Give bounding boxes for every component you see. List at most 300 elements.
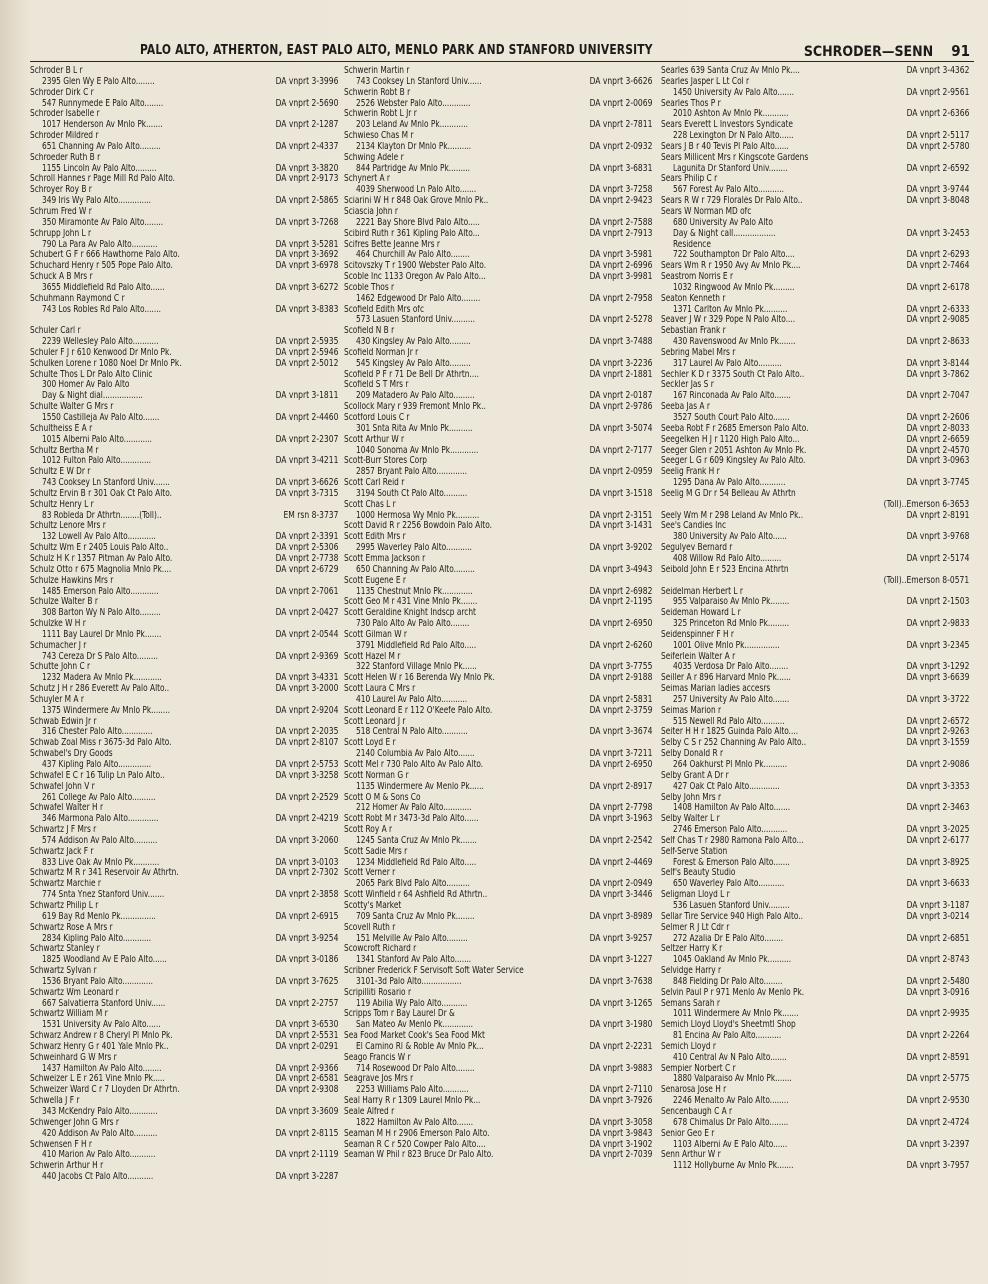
listing-text: Scott Hazel M r xyxy=(344,651,401,662)
listing-text: Schroder Isabelle r xyxy=(30,109,100,120)
phone-number xyxy=(898,662,969,673)
phone-number xyxy=(267,348,338,359)
listing-line xyxy=(344,359,654,370)
phone-number-text: DA vnprt 2-7811 xyxy=(589,120,652,131)
phone-number-text: DA vnprt 2-7061 xyxy=(275,586,338,597)
listing-text: Schultz Wm E r 2405 Louis Palo Alto.. xyxy=(30,543,169,554)
page-number: 91 xyxy=(951,42,970,60)
listing-text: Sciarini W H r 848 Oak Grove Mnlo Pk.. xyxy=(344,196,489,207)
listing-text: Scott Verner r xyxy=(344,868,396,879)
listing-text: 1111 Bay Laurel Dr Mnlo Pk....... xyxy=(42,629,162,640)
phone-number-text: DA vnprt 3-4943 xyxy=(589,564,652,575)
listing-text: Seideman Howard L r xyxy=(661,608,741,619)
listing-text: 167 Rinconada Av Palo Alto....... xyxy=(673,391,791,402)
phone-number-text: DA vnprt 3-2287 xyxy=(275,1172,338,1183)
listing-line xyxy=(344,218,654,229)
listing-line xyxy=(661,1042,971,1053)
phone-number-text: DA vnprt 3-0214 xyxy=(906,911,969,922)
listing-text: Scifres Bette Jeanne Mrs r xyxy=(344,239,440,250)
phone-number-text: DA vnprt 2-7464 xyxy=(906,261,969,272)
listing-line xyxy=(30,1042,340,1053)
listing-line xyxy=(30,695,340,706)
listing-line xyxy=(30,771,340,782)
listing-line xyxy=(30,446,340,457)
listing-line xyxy=(344,977,654,988)
listing-text: Seimas Marion r xyxy=(661,705,722,716)
listing-text: 518 Central N Palo Alto........... xyxy=(356,727,468,738)
listing-line xyxy=(661,814,971,825)
phone-number xyxy=(267,77,338,88)
phone-number xyxy=(581,359,652,370)
listing-line xyxy=(344,1107,654,1118)
phone-number-text: DA vnprt 2-0932 xyxy=(589,141,652,152)
listing-text: Scofield N B r xyxy=(344,326,395,337)
listing-text: Schwerin Robt B r xyxy=(344,87,411,98)
listing-text: Scott Eugene E r xyxy=(344,575,406,586)
phone-number-text: DA vnprt 3-5281 xyxy=(275,239,338,250)
listing-line xyxy=(661,326,971,337)
listing-line xyxy=(344,879,654,890)
phone-number-text: DA vnprt 3-0103 xyxy=(275,857,338,868)
listing-line xyxy=(30,554,340,565)
listing-text: Searles Jasper L Lt Col r xyxy=(661,76,750,87)
phone-number xyxy=(581,218,652,229)
listing-line xyxy=(344,99,654,110)
listing-text: Scott O M & Sons Co xyxy=(344,792,421,803)
listing-line xyxy=(661,988,971,999)
listing-line xyxy=(30,489,340,500)
listing-line xyxy=(344,370,654,381)
listing-text: Seimas Marian ladies accesrs xyxy=(661,684,771,695)
listing-text: Seaman M H r 2906 Emerson Palo Alto. xyxy=(344,1128,490,1139)
listing-text: 2395 Glen Wy E Palo Alto........ xyxy=(42,76,155,87)
listing-line xyxy=(30,652,340,663)
listing-line xyxy=(661,207,971,218)
phone-number xyxy=(898,446,969,457)
listing-text: Scott Chas L r xyxy=(344,499,396,510)
listing-text: 667 Salvatierra Stanford Univ...... xyxy=(42,998,166,1009)
phone-number-text: DA vnprt 3-9981 xyxy=(589,272,652,283)
listing-text: 1371 Carlton Av Mnlo Pk.......... xyxy=(673,304,788,315)
listing-line xyxy=(344,944,654,955)
phone-number-text: DA vnprt 2-4460 xyxy=(275,413,338,423)
listing-line xyxy=(661,662,971,673)
phone-number xyxy=(898,988,969,999)
listing-text: Schutz J H r 286 Everett Av Palo Alto.. xyxy=(30,684,170,695)
listing-text: 301 Snta Rita Av Mnlo Pk.......... xyxy=(356,423,473,434)
listing-text: 2995 Waverley Palo Alto........... xyxy=(356,543,472,554)
listing-line xyxy=(30,240,340,251)
phone-number xyxy=(581,641,652,652)
phone-number-text: DA vnprt 2-5480 xyxy=(906,976,969,987)
phone-number-text: DA vnprt 2-6572 xyxy=(906,716,969,727)
listing-text: Schwartz Wm Leonard r xyxy=(30,987,119,998)
phone-number xyxy=(581,467,652,478)
phone-number xyxy=(898,283,969,294)
listing-line xyxy=(661,532,971,543)
listing-text: Schrupp John L r xyxy=(30,228,92,239)
listing-line xyxy=(30,131,340,142)
listing-text: Sciascia John r xyxy=(344,206,398,217)
listing-text: Scott Geo M r 431 Vine Mnlo Pk....... xyxy=(344,597,478,608)
listing-line xyxy=(661,391,971,402)
phone-number-text: DA vnprt 2-0069 xyxy=(589,98,652,109)
phone-number-text: DA vnprt 2-1119 xyxy=(275,1150,338,1161)
listing-line xyxy=(344,1020,654,1031)
listing-text: Scott Arthur W r xyxy=(344,434,405,445)
phone-number xyxy=(581,662,652,673)
listing-text: Sechler K D r 3375 South Ct Palo Alto.. xyxy=(661,369,805,380)
phone-number xyxy=(581,1042,652,1053)
listing-text: 1375 Windermere Av Mnlo Pk........ xyxy=(42,705,170,716)
listing-text: Scott Geraldine Knight Indscp archt xyxy=(344,608,476,619)
listing-text: 651 Channing Av Palo Alto......... xyxy=(42,141,161,152)
phone-number xyxy=(898,1140,969,1151)
listing-text: Seegelken H J r 1120 High Palo Alto... xyxy=(661,434,800,445)
listing-line xyxy=(344,164,654,175)
listing-line xyxy=(30,847,340,858)
listing-text: 844 Partridge Av Mnlo Pk......... xyxy=(356,163,471,174)
listing-text: 1012 Fulton Palo Alto............. xyxy=(42,456,152,467)
listing-line xyxy=(344,391,654,402)
listing-line xyxy=(661,294,971,305)
listing-line xyxy=(344,315,654,326)
listing-line xyxy=(344,684,654,695)
phone-number-text: DA vnprt 2-8743 xyxy=(906,955,969,966)
listing-text: Schroder Dirk C r xyxy=(30,87,94,98)
listing-text: Schulz H K r 1357 Pitman Av Palo Alto. xyxy=(30,553,173,564)
phone-number-text: DA vnprt 2-5753 xyxy=(275,760,338,770)
listing-column-1 xyxy=(30,66,340,1183)
phone-number xyxy=(581,836,652,847)
listing-line xyxy=(30,207,340,218)
phone-number xyxy=(267,532,338,543)
listing-line xyxy=(344,771,654,782)
listing-text: Scott Leonard J r xyxy=(344,716,406,727)
listing-column-2 xyxy=(344,66,654,1161)
listing-line xyxy=(30,988,340,999)
listing-line xyxy=(30,879,340,890)
listing-line xyxy=(344,901,654,912)
phone-number xyxy=(276,511,338,522)
listing-text: Self's Beauty Studio xyxy=(661,868,736,879)
phone-number xyxy=(267,934,338,945)
phone-number-text: DA vnprt 3-7638 xyxy=(589,976,652,987)
listing-line xyxy=(344,380,654,391)
phone-number-text: DA vnprt 2-6915 xyxy=(275,911,338,922)
listing-line xyxy=(661,1064,971,1075)
phone-number xyxy=(581,1020,652,1031)
listing-line xyxy=(30,717,340,728)
phone-number xyxy=(267,218,338,229)
listing-text: Selby Grant A Dr r xyxy=(661,770,729,781)
listing-line xyxy=(30,868,340,879)
listing-line xyxy=(661,77,971,88)
listing-line xyxy=(344,738,654,749)
listing-line xyxy=(30,912,340,923)
phone-number xyxy=(267,413,338,424)
phone-number-text: DA vnprt 2-2542 xyxy=(589,835,652,846)
phone-number xyxy=(581,77,652,88)
listing-text: Day & Night dial................. xyxy=(42,391,143,402)
listing-line xyxy=(661,250,971,261)
listing-text: Scripps Tom r Bay Laurel Dr & xyxy=(344,1009,455,1020)
listing-text: Schwenger John G Mrs r xyxy=(30,1117,119,1128)
phone-number xyxy=(267,630,338,641)
listing-line xyxy=(661,142,971,153)
listing-line xyxy=(661,597,971,608)
listing-line xyxy=(344,782,654,793)
listing-text: Seal Harry R r 1309 Laurel Mnlo Pk... xyxy=(344,1096,481,1107)
phone-number-text: DA vnprt 2-5865 xyxy=(275,196,338,207)
phone-number-text: DA vnprt 2-9173 xyxy=(275,174,338,185)
phone-number xyxy=(581,229,652,240)
phone-number xyxy=(898,261,969,272)
listing-text: Scott Helen W r 16 Berenda Wy Mnlo Pk. xyxy=(344,673,495,684)
listing-text: Selvin Paul P r 971 Menlo Av Menlo Pk. xyxy=(661,987,805,998)
listing-text: Scotford Louis C r xyxy=(344,413,410,423)
phone-number xyxy=(898,912,969,923)
listing-text: 408 Willow Rd Palo Alto......... xyxy=(673,553,782,564)
listing-text: 4035 Verdosa Dr Palo Alto........ xyxy=(673,662,789,673)
listing-line xyxy=(344,1129,654,1140)
listing-text: 300 Homer Av Palo Alto xyxy=(42,380,130,391)
phone-number-text: DA vnprt 3-5074 xyxy=(589,423,652,434)
phone-number xyxy=(898,391,969,402)
phone-number xyxy=(267,890,338,901)
phone-number-text: DA vnprt 3-1559 xyxy=(906,738,969,749)
listing-line xyxy=(344,554,654,565)
phone-number xyxy=(898,1118,969,1129)
listing-text: Schubert G F r 666 Hawthorne Palo Alto. xyxy=(30,250,180,261)
listing-text: Schwerin Arthur H r xyxy=(30,1161,104,1172)
listing-text: 1232 Madera Av Mnlo Pk............ xyxy=(42,673,162,684)
phone-number-text: DA vnprt 2-3391 xyxy=(275,532,338,543)
phone-number-text: DA vnprt 2-9366 xyxy=(275,1063,338,1074)
phone-number xyxy=(581,294,652,305)
listing-text: Seeger Glen r 2051 Ashton Av Mnlo Pk. xyxy=(661,445,807,456)
listing-line xyxy=(30,825,340,836)
listing-line xyxy=(344,283,654,294)
listing-line xyxy=(30,500,340,511)
listing-text: 349 Iris Wy Palo Alto.............. xyxy=(42,196,152,207)
listing-line xyxy=(30,521,340,532)
phone-number-text: DA vnprt 3-1187 xyxy=(906,900,969,911)
listing-text: 1234 Middlefield Rd Palo Alto..... xyxy=(356,857,477,868)
listing-text: 264 Oakhurst Pl Mnlo Pk.......... xyxy=(673,760,788,770)
phone-number-text: DA vnprt 3-1963 xyxy=(589,814,652,825)
phone-number-text: DA vnprt 2-1287 xyxy=(275,120,338,131)
phone-number xyxy=(581,446,652,457)
listing-text: Schweizer Ward C r 7 Lloyden Dr Athrtn. xyxy=(30,1085,180,1096)
listing-text: Schulze Hawkins Mrs r xyxy=(30,575,114,586)
phone-number xyxy=(267,999,338,1010)
listing-text: 261 College Av Palo Alto.......... xyxy=(42,792,156,803)
listing-text: Schultz Lenore Mrs r xyxy=(30,521,106,532)
listing-text: See's Candies Inc xyxy=(661,521,727,532)
listing-line xyxy=(30,662,340,673)
phone-number-text: DA vnprt 2-5278 xyxy=(589,315,652,326)
phone-number-text: DA vnprt 3-7957 xyxy=(906,1161,969,1172)
phone-number xyxy=(898,305,969,316)
listing-line xyxy=(344,185,654,196)
listing-line xyxy=(344,955,654,966)
phone-number xyxy=(581,858,652,869)
phone-number-text: DA vnprt 3-7862 xyxy=(906,369,969,380)
listing-line xyxy=(30,1085,340,1096)
phone-number xyxy=(898,955,969,966)
phone-number-text: DA vnprt 2-5012 xyxy=(275,358,338,369)
listing-text: Seckler Jas S r xyxy=(661,380,714,391)
phone-number xyxy=(267,760,338,771)
listing-line xyxy=(661,109,971,120)
listing-line xyxy=(661,966,971,977)
listing-text: 515 Newell Rd Palo Alto.......... xyxy=(673,716,785,727)
listing-column-3 xyxy=(661,66,971,1172)
phone-number xyxy=(267,359,338,370)
listing-text: Schwab Edwin Jr r xyxy=(30,716,97,727)
phone-number xyxy=(267,1150,338,1161)
listing-line xyxy=(344,521,654,532)
listing-line xyxy=(30,706,340,717)
listing-line xyxy=(661,478,971,489)
header-locality: PALO ALTO, ATHERTON, EAST PALO ALTO, MENLO PARK AND STANFORD UNIVERSITY xyxy=(140,42,653,58)
phone-number xyxy=(267,1020,338,1031)
phone-number-text: DA vnprt 2-9530 xyxy=(906,1096,969,1107)
phone-number-text: DA vnprt 2-9423 xyxy=(589,196,652,207)
listing-line xyxy=(661,652,971,663)
listing-line xyxy=(30,999,340,1010)
listing-text: Schutte John C r xyxy=(30,662,91,673)
phone-number-text: DA vnprt 3-7625 xyxy=(275,976,338,987)
listing-line xyxy=(30,814,340,825)
listing-text: Scott Mel r 730 Palo Alto Av Palo Alto. xyxy=(344,760,484,770)
phone-number-text: DA vnprt 2-1503 xyxy=(906,597,969,608)
listing-line xyxy=(30,272,340,283)
phone-number-text: DA vnprt 3-1292 xyxy=(906,662,969,673)
listing-line xyxy=(661,305,971,316)
phone-number-text: DA vnprt 2-8191 xyxy=(906,510,969,521)
listing-text: 1825 Woodland Av E Palo Alto...... xyxy=(42,955,167,966)
phone-number xyxy=(267,738,338,749)
listing-text: Scofield Norman Jr r xyxy=(344,347,419,358)
listing-text: 427 Oak Ct Palo Alto............. xyxy=(673,781,780,792)
listing-text: 2834 Kipling Palo Alto............ xyxy=(42,933,152,944)
listing-text: 3101-3d Palo Alto................. xyxy=(356,976,462,987)
listing-line xyxy=(661,912,971,923)
phone-number-text: DA vnprt 2-6851 xyxy=(906,933,969,944)
listing-line xyxy=(661,934,971,945)
phone-number-text: DA vnprt 2-8591 xyxy=(906,1052,969,1063)
listing-line xyxy=(661,413,971,424)
listing-text: Schwartz J F Mrs r xyxy=(30,825,97,836)
phone-number xyxy=(267,912,338,923)
phone-number xyxy=(898,1074,969,1085)
listing-line xyxy=(344,999,654,1010)
listing-text: Selmer R J Lt Cdr r xyxy=(661,922,730,933)
header-rule xyxy=(30,61,974,62)
listing-line xyxy=(30,858,340,869)
phone-number xyxy=(267,164,338,175)
listing-line xyxy=(30,435,340,446)
phone-number-text: DA vnprt 3-6626 xyxy=(275,478,338,489)
listing-text: Scoble Thos r xyxy=(344,282,395,293)
listing-line xyxy=(30,532,340,543)
listing-text: 430 Kingsley Av Palo Alto......... xyxy=(356,337,471,348)
listing-text: Seeba Robt F r 2685 Emerson Palo Alto. xyxy=(661,423,809,434)
phone-number xyxy=(898,836,969,847)
phone-number xyxy=(581,1085,652,1096)
listing-line xyxy=(344,727,654,738)
phone-number-text: DA vnprt 3-9883 xyxy=(589,1063,652,1074)
listing-line xyxy=(661,88,971,99)
listing-text: 1880 Valparaiso Av Mnlo Pk....... xyxy=(673,1074,792,1085)
phone-number-text: DA vnprt 3-4331 xyxy=(275,673,338,684)
listing-line xyxy=(661,218,971,229)
phone-number xyxy=(898,803,969,814)
listing-text: 257 University Av Palo Alto....... xyxy=(673,694,790,705)
listing-text: 317 Laurel Av Palo Alto.......... xyxy=(673,358,782,369)
phone-number xyxy=(581,370,652,381)
listing-line xyxy=(30,391,340,402)
listing-line xyxy=(661,565,971,576)
phone-number xyxy=(267,706,338,717)
phone-number-text: DA vnprt 2-0427 xyxy=(275,608,338,619)
listing-text: Seago Francis W r xyxy=(344,1052,411,1063)
phone-number-text: DA vnprt 2-7913 xyxy=(589,228,652,239)
listing-line xyxy=(661,1129,971,1140)
listing-line xyxy=(30,315,340,326)
listing-text: Sears Philip C r xyxy=(661,174,718,185)
listing-line xyxy=(661,641,971,652)
listing-text: Scott Loyd E r xyxy=(344,738,396,749)
listing-line xyxy=(344,478,654,489)
listing-line xyxy=(30,511,340,522)
listing-line xyxy=(661,521,971,532)
phone-number-text: DA vnprt 2-9263 xyxy=(906,727,969,738)
listing-line xyxy=(344,207,654,218)
phone-number xyxy=(581,196,652,207)
listing-text: Schweizer L E r 261 Vine Mnlo Pk..... xyxy=(30,1074,165,1085)
listing-text: 3791 Middlefield Rd Palo Alto..... xyxy=(356,640,477,651)
phone-number xyxy=(581,543,652,554)
phone-number-text: DA vnprt 2-5531 xyxy=(275,1031,338,1042)
phone-number-text: DA vnprt 2-7958 xyxy=(589,293,652,304)
listing-line xyxy=(344,153,654,164)
phone-number xyxy=(898,695,969,706)
listing-text: Seagrave Jos Mrs r xyxy=(344,1074,414,1085)
listing-line xyxy=(30,619,340,630)
listing-text: Scowcroft Richard r xyxy=(344,944,417,955)
listing-text: Selby Donald R r xyxy=(661,749,724,760)
listing-line xyxy=(344,619,654,630)
phone-number-text: DA vnprt 2-6178 xyxy=(906,282,969,293)
phone-number xyxy=(898,1096,969,1107)
listing-text: Scott Edith Mrs r xyxy=(344,532,406,543)
listing-line xyxy=(30,608,340,619)
listing-text: Scott Robt M r 3473-3d Palo Alto...... xyxy=(344,814,479,825)
phone-number-text: DA vnprt 3-3996 xyxy=(275,76,338,87)
phone-number xyxy=(581,164,652,175)
phone-number xyxy=(267,793,338,804)
phone-number xyxy=(267,814,338,825)
phone-number-text: DA vnprt 2-9204 xyxy=(275,705,338,716)
listing-line xyxy=(30,99,340,110)
listing-line xyxy=(30,467,340,478)
listing-line xyxy=(661,1161,971,1172)
listing-line xyxy=(661,901,971,912)
listing-text: 1011 Windermere Av Mnlo Pk....... xyxy=(673,1009,799,1020)
